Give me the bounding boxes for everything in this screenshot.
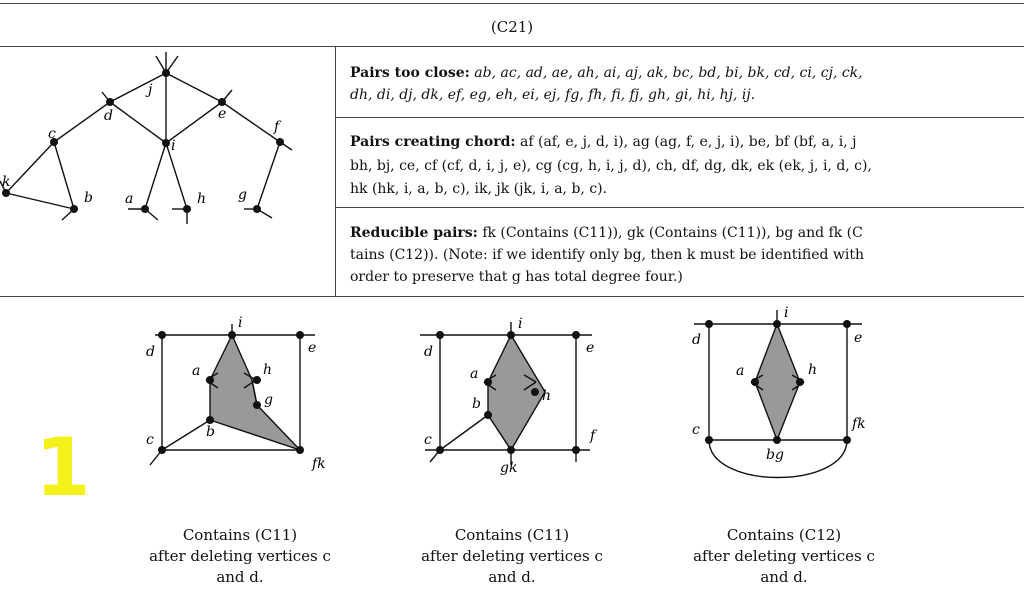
watermark-number: 1 <box>35 421 91 514</box>
caption-1-line1: Contains (C11) <box>182 526 298 544</box>
d2-label-c: c <box>424 432 432 448</box>
caption-3 <box>674 525 894 588</box>
label-f: f <box>274 119 280 135</box>
d1-label-a: a <box>192 363 201 379</box>
pairs-too-close-line1 <box>350 62 1024 84</box>
top-graph <box>0 46 335 296</box>
d2-label-h: h <box>542 388 552 404</box>
row-rule-1 <box>336 117 1024 118</box>
label-b: b <box>84 190 93 206</box>
d3-label-c: c <box>692 422 700 438</box>
d3-label-bg: bg <box>766 447 784 463</box>
reducible-line3 <box>350 266 1024 288</box>
d1-label-g: g <box>264 392 273 408</box>
pairs-chord-line1 <box>350 131 1024 153</box>
d1-label-d: d <box>146 344 155 360</box>
row-rule-2 <box>336 207 1024 208</box>
diagram-1 <box>140 300 350 480</box>
pairs-too-close-list1: ab, ac, ad, ae, ah, ai, aj, ak, bc, bd, bi, bk, cd, ci, cj, ck, <box>474 65 863 81</box>
pairs-chord-label: Pairs creating chord: <box>350 134 516 150</box>
pairs-chord-line2 <box>350 155 1024 177</box>
d3-label-e: e <box>854 330 863 346</box>
table-bottom-rule <box>0 296 1024 297</box>
d2-label-d: d <box>424 344 433 360</box>
reducible-line1 <box>350 222 1024 244</box>
d2-label-gk: gk <box>500 460 518 476</box>
caption-3-line2: after deleting vertices c <box>693 547 875 565</box>
pairs-chord-text3: hk (hk, i, a, b, c), ik, jk (jk, i, a, b, c). <box>350 181 608 197</box>
caption-2-line3: and d. <box>488 568 536 586</box>
pairs-chord-text2: bh, bj, ce, cf (cf, d, i, j, e), cg (cg, h, i, j, d), ch, df, dg, dk, ek (ek, j, i, d, c), <box>350 158 872 174</box>
caption-3-line3: and d. <box>760 568 808 586</box>
label-d: d <box>104 108 113 124</box>
d3-label-d: d <box>692 332 701 348</box>
label-a: a <box>125 191 134 207</box>
diagram-3 <box>690 300 890 500</box>
d3-label-h: h <box>808 362 818 378</box>
label-k: k <box>2 174 11 190</box>
d1-label-i: i <box>238 315 243 331</box>
reducible-text1: fk (Contains (C11)), gk (Contains (C11)), bg and fk (C <box>482 225 863 241</box>
label-i: i <box>171 138 176 154</box>
d1-label-b: b <box>206 424 215 440</box>
reducible-text2: tains (C12)). (Note: if we identify only bg, then k must be identified with <box>350 247 865 263</box>
d1-label-h: h <box>263 362 273 378</box>
d3-label-fk: fk <box>852 416 866 432</box>
caption-2 <box>402 525 622 588</box>
caption-1-line3: and d. <box>216 568 264 586</box>
d3-label-a: a <box>736 363 745 379</box>
d3-label-i: i <box>784 305 789 321</box>
table-column-divider <box>335 46 336 296</box>
caption-2-line2: after deleting vertices c <box>421 547 603 565</box>
pairs-too-close-label: Pairs too close: <box>350 65 470 81</box>
label-g: g <box>238 187 247 203</box>
d1-label-c: c <box>146 432 154 448</box>
table-title: (C21) <box>490 18 534 36</box>
pairs-too-close-list2: dh, di, dj, dk, ef, eg, eh, ei, ej, fg, fh, fi, fj, gh, gi, hi, hj, ij. <box>350 87 756 103</box>
pairs-too-close-line2 <box>350 84 1024 106</box>
caption-3-line1: Contains (C12) <box>726 526 842 544</box>
label-h: h <box>197 191 207 207</box>
d2-label-a: a <box>470 366 479 382</box>
reducible-label: Reducible pairs: <box>350 225 478 241</box>
reducible-line2 <box>350 244 1024 266</box>
d2-label-b: b <box>472 396 481 412</box>
label-c: c <box>48 126 56 142</box>
pairs-chord-line3 <box>350 178 1024 200</box>
d1-label-fk: fk <box>312 456 326 472</box>
d2-label-e: e <box>586 340 595 356</box>
label-e: e <box>218 106 227 122</box>
diagram-2 <box>410 300 620 480</box>
reducible-text3: order to preserve that g has total degree four.) <box>350 269 683 285</box>
caption-2-line1: Contains (C11) <box>454 526 570 544</box>
label-j: j <box>148 82 153 98</box>
table-top-rule <box>0 3 1024 4</box>
caption-1-line2: after deleting vertices c <box>149 547 331 565</box>
d2-label-f: f <box>590 428 596 444</box>
caption-1 <box>130 525 350 588</box>
d2-label-i: i <box>518 316 523 332</box>
pairs-chord-text1: af (af, e, j, d, i), ag (ag, f, e, j, i), be, bf (bf, a, i, j <box>520 134 857 150</box>
d1-label-e: e <box>308 340 317 356</box>
